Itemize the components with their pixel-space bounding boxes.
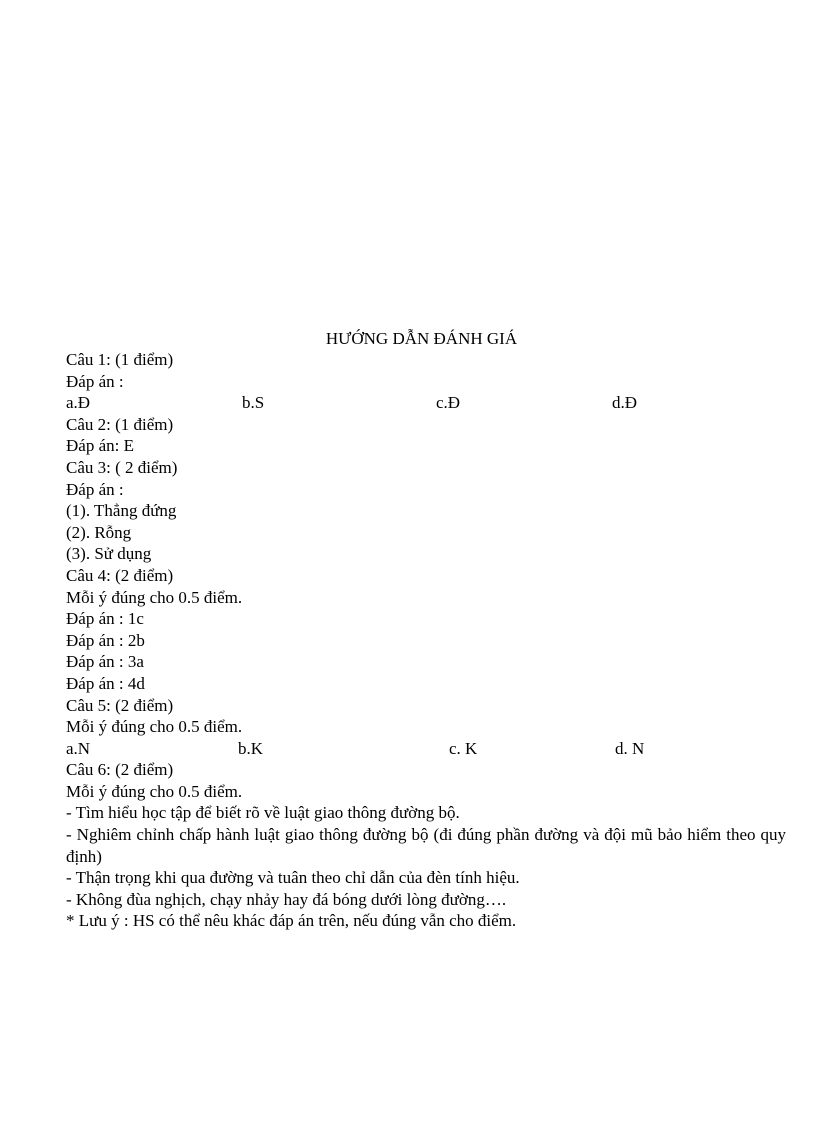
q5-options-row xyxy=(66,738,786,760)
q3-item-3: (3). Sử dụng xyxy=(66,544,152,564)
q2-heading: Câu 2: (1 điểm) xyxy=(66,414,174,434)
q4-note: Mỗi ý đúng cho 0.5 điểm. xyxy=(66,587,243,607)
q1-option-a: a.Đ xyxy=(66,393,91,413)
q6-point-4: - Không đùa nghịch, chạy nhảy hay đá bóng dưới lòng đường…. xyxy=(66,889,507,909)
q3-item-1: (1). Thẳng đứng xyxy=(66,501,177,521)
q1-option-d: d.Đ xyxy=(612,393,638,413)
q3-answer-label: Đáp án : xyxy=(66,479,124,499)
q4-answer-1: Đáp án : 1c xyxy=(66,609,144,629)
q3-item-2: (2). Rỗng xyxy=(66,522,132,542)
q5-note: Mỗi ý đúng cho 0.5 điểm. xyxy=(66,717,243,737)
q5-option-c: c. K xyxy=(449,738,478,758)
q2-answer: Đáp án: E xyxy=(66,436,134,456)
q1-heading: Câu 1: (1 điểm) xyxy=(66,350,174,369)
q3-heading: Câu 3: ( 2 điểm) xyxy=(66,457,178,477)
q1-option-b: b.S xyxy=(242,393,265,413)
q4-answer-3: Đáp án : 3a xyxy=(66,652,144,672)
q4-answer-2: Đáp án : 2b xyxy=(66,630,145,650)
q1-option-c: c.Đ xyxy=(436,393,461,413)
q6-point-2: - Nghiêm chỉnh chấp hành luật giao thông đường bộ (đi đúng phần đường và đội mũ bảo hiểm theo quy định) xyxy=(66,825,786,866)
q1-options-row xyxy=(66,392,786,414)
q5-option-b: b.K xyxy=(238,738,264,758)
q4-answer-4: Đáp án : 4d xyxy=(66,673,145,693)
q5-option-d: d. N xyxy=(615,738,645,758)
page-title: HƯỚNG DẪN ĐÁNH GIÁ xyxy=(325,329,518,348)
q5-option-a: a.N xyxy=(66,738,91,758)
q5-heading: Câu 5: (2 điểm) xyxy=(66,695,174,715)
q4-heading: Câu 4: (2 điểm) xyxy=(66,565,174,585)
footnote: * Lưu ý : HS có thể nêu khác đáp án trên, nếu đúng vẫn cho điểm. xyxy=(66,911,517,931)
q6-point-1: - Tìm hiểu học tập để biết rõ về luật giao thông đường bộ. xyxy=(66,803,460,823)
q6-note: Mỗi ý đúng cho 0.5 điểm. xyxy=(66,781,243,801)
q6-heading: Câu 6: (2 điểm) xyxy=(66,760,174,780)
answer-key-body xyxy=(66,349,786,932)
q1-answer-label: Đáp án : xyxy=(66,371,124,391)
q6-point-3: - Thận trọng khi qua đường và tuân theo chỉ dẫn của đèn tính hiệu. xyxy=(66,868,520,888)
